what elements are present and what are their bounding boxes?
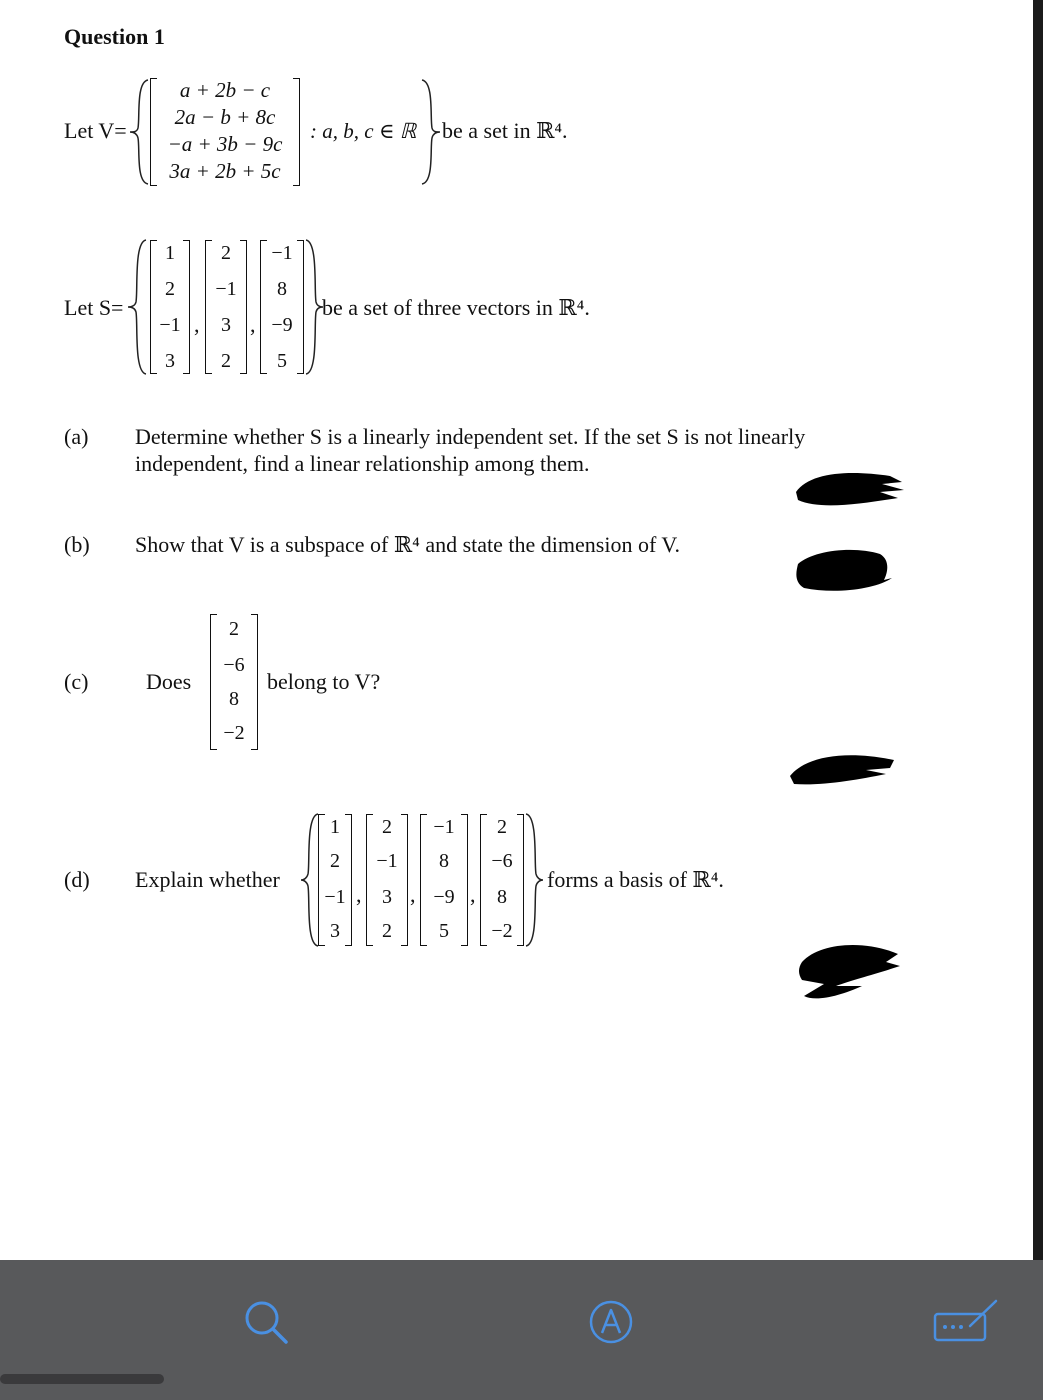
part-d-post: forms a basis of ℝ⁴. xyxy=(547,867,724,892)
vector-entry: −1 xyxy=(433,816,455,838)
set-v-prefix: Let V= xyxy=(64,118,127,143)
vector-entry: −1 xyxy=(271,242,293,264)
part-b-label: (b) xyxy=(64,532,90,557)
vector-entry: −1 xyxy=(215,278,237,300)
part-c-label: (c) xyxy=(64,669,89,694)
comma: , xyxy=(470,882,476,907)
vector-entry: 8 xyxy=(439,850,449,872)
edit-button[interactable] xyxy=(932,1298,1000,1344)
vector-entry: −1 xyxy=(376,850,398,872)
part-b-text: Show that V is a subspace of ℝ⁴ and state the dimension of V. xyxy=(135,532,680,557)
vector-entry: −1 xyxy=(159,314,181,336)
vector-entry: 2 xyxy=(229,618,239,640)
vector-entry: 5 xyxy=(277,350,287,372)
part-d-vector xyxy=(366,814,408,946)
set-v-row: −a + 3b − 9c xyxy=(167,132,283,156)
comma: , xyxy=(410,882,416,907)
part-a-text-line1: Determine whether S is a linearly independent set. If the set S is not linearly xyxy=(135,424,806,449)
set-v-matrix xyxy=(150,78,300,186)
set-v-row: 2a − b + 8c xyxy=(174,105,276,129)
vector-entry: 2 xyxy=(221,350,231,372)
part-c-vector xyxy=(210,614,258,750)
vector-entry: 2 xyxy=(165,278,175,300)
part-d-vector xyxy=(318,814,352,946)
part-c-post: belong to V? xyxy=(267,669,381,694)
set-v-right-brace xyxy=(418,78,442,186)
vector-entry: −9 xyxy=(271,314,293,336)
vector-entry: −9 xyxy=(433,886,455,908)
part-d-vector xyxy=(480,814,524,946)
set-s-left-brace xyxy=(126,238,148,376)
edit-icon xyxy=(932,1298,1000,1344)
vector-entry: 3 xyxy=(221,314,231,336)
set-s-suffix: be a set of three vectors in ℝ⁴. xyxy=(322,295,590,320)
vector-entry: −2 xyxy=(223,722,245,744)
redaction-scribble xyxy=(796,940,906,1004)
vector-entry: 2 xyxy=(221,242,231,264)
set-v-row: 3a + 2b + 5c xyxy=(169,159,281,183)
home-indicator xyxy=(0,1374,164,1384)
set-s-vector xyxy=(205,240,247,374)
redaction-scribble xyxy=(790,466,910,510)
comma: , xyxy=(356,882,362,907)
part-d-label: (d) xyxy=(64,867,90,892)
markup-button[interactable] xyxy=(588,1299,634,1345)
vector-entry: −2 xyxy=(491,920,513,942)
vector-entry: 3 xyxy=(165,350,175,372)
comma: , xyxy=(194,312,200,337)
part-d-right-brace xyxy=(524,812,544,948)
set-s-vector xyxy=(150,240,190,374)
part-a-text-line2: independent, find a linear relationship among them. xyxy=(135,451,590,476)
vector-entry: 3 xyxy=(382,886,392,908)
part-d-vector xyxy=(420,814,468,946)
page-edge xyxy=(1033,0,1043,1260)
markup-icon xyxy=(588,1299,634,1345)
set-v-row: a + 2b − c xyxy=(179,78,271,102)
bottom-toolbar xyxy=(0,1260,1043,1400)
part-d-left-brace xyxy=(300,812,320,948)
vector-entry: 8 xyxy=(497,886,507,908)
vector-entry: 2 xyxy=(497,816,507,838)
vector-entry: 2 xyxy=(382,920,392,942)
question-title: Question 1 xyxy=(64,24,165,49)
vector-entry: 2 xyxy=(382,816,392,838)
redaction-scribble xyxy=(786,746,898,790)
vector-entry: 2 xyxy=(330,850,340,872)
set-s-prefix: Let S= xyxy=(64,295,124,320)
part-a-label: (a) xyxy=(64,424,89,449)
set-v-suffix: be a set in ℝ⁴. xyxy=(442,118,568,143)
part-c-pre: Does xyxy=(146,669,192,694)
vector-entry: −6 xyxy=(491,850,513,872)
set-s-right-brace xyxy=(304,238,324,376)
vector-entry: 1 xyxy=(330,816,340,838)
vector-entry: −1 xyxy=(324,886,346,908)
set-s-vector xyxy=(260,240,304,374)
redaction-scribble xyxy=(794,546,894,594)
part-d-pre: Explain whether xyxy=(135,867,280,892)
vector-entry: 8 xyxy=(229,688,239,710)
vector-entry: 5 xyxy=(439,920,449,942)
set-v-condition: : a, b, c ∈ ℝ xyxy=(310,119,417,143)
set-v-left-brace xyxy=(128,78,152,186)
vector-entry: 1 xyxy=(165,242,175,264)
vector-entry: 3 xyxy=(330,920,340,942)
vector-entry: −6 xyxy=(223,654,245,676)
vector-entry: 8 xyxy=(277,278,287,300)
comma: , xyxy=(250,312,256,337)
search-button[interactable] xyxy=(240,1296,290,1346)
search-icon xyxy=(240,1296,290,1346)
